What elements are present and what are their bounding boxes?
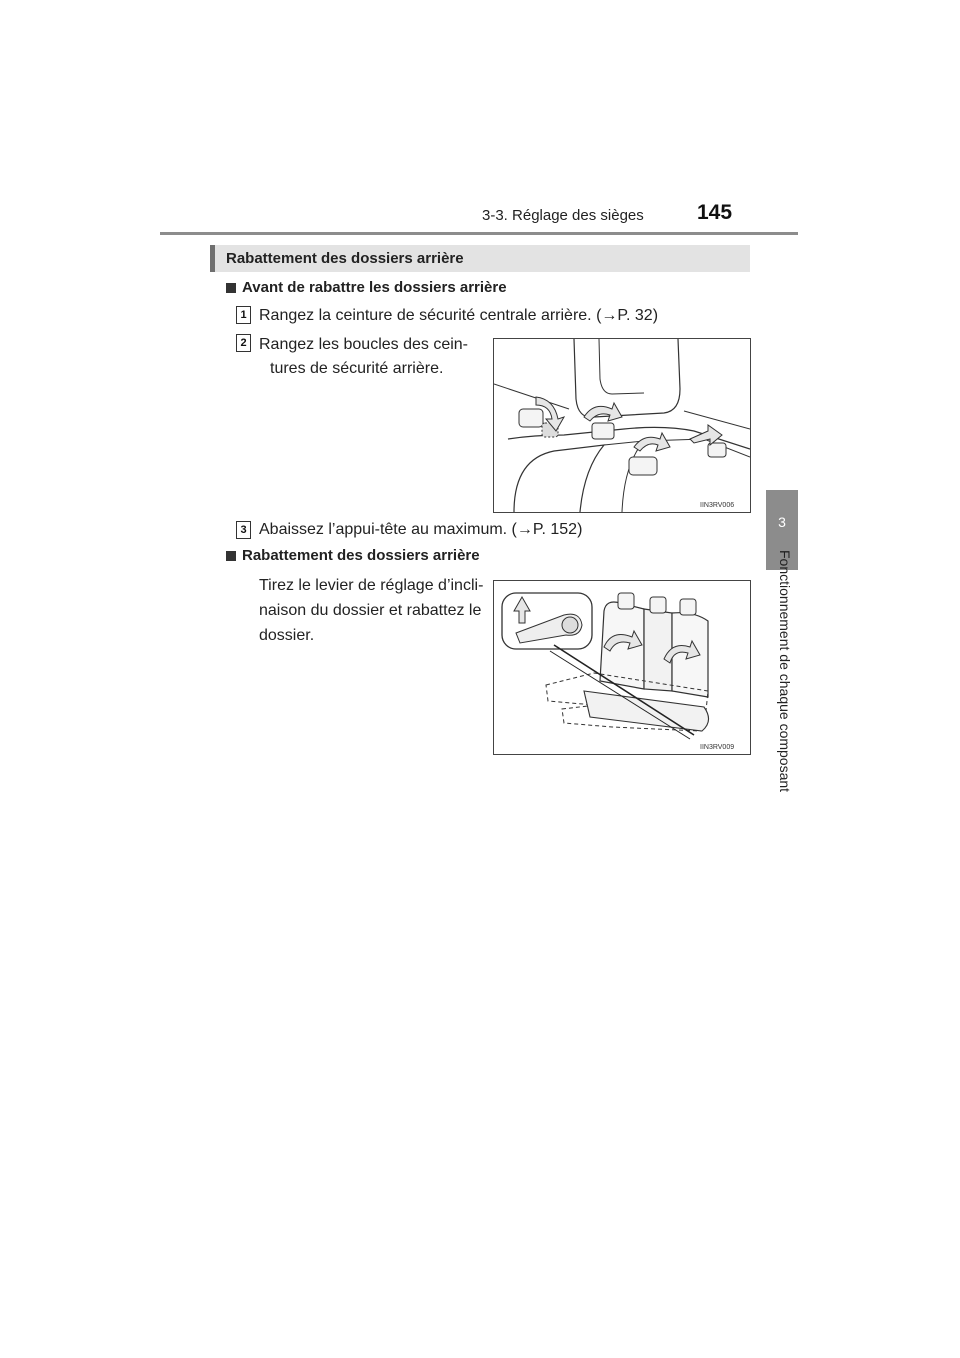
step-number-1: 1 [236, 306, 251, 324]
figure-seatback-folding [493, 580, 751, 755]
subheading-bullet-icon [226, 283, 236, 293]
step-1-text: Rangez la ceinture de sécurité centrale arrière. (→P. 32) [259, 307, 659, 324]
folding-text-line1: Tirez le levier de réglage d’incli- [259, 577, 484, 594]
seatbelt-buckle-stowing-illustration-icon [494, 339, 750, 512]
subheading-bullet-icon [226, 551, 236, 561]
running-header-section: 3-3. Réglage des sièges [482, 207, 644, 224]
step-2-text-line2: tures de sécurité arrière. [270, 360, 444, 377]
subheading-before-folding: Avant de rabattre les dossiers arrière [242, 279, 507, 296]
figure-code: IIN3RV006 [700, 502, 735, 509]
rear-seatback-folding-illustration-icon [494, 581, 750, 754]
step-3-text: Abaissez l’appui-tête au maximum. (→P. 152) [259, 521, 583, 538]
subheading-folding-seatbacks: Rabattement des dossiers arrière [242, 547, 480, 564]
header-rule [160, 232, 798, 235]
chapter-tab-number: 3 [778, 514, 786, 530]
step-number-3: 3 [236, 521, 251, 539]
step-number-2: 2 [236, 334, 251, 352]
section-title-accent [210, 245, 215, 272]
folding-text-line2: naison du dossier et rabattez le [259, 602, 482, 619]
step-2-text-line1: Rangez les boucles des cein- [259, 336, 469, 353]
figure-code: IIN3RV009 [700, 744, 735, 751]
folding-text-line3: dossier. [259, 627, 315, 644]
figure-seatbelt-buckles [493, 338, 751, 513]
chapter-tab-title: Fonctionnement de chaque composant [777, 550, 793, 793]
page-number: 145 [697, 201, 733, 224]
section-title: Rabattement des dossiers arrière [226, 250, 464, 267]
